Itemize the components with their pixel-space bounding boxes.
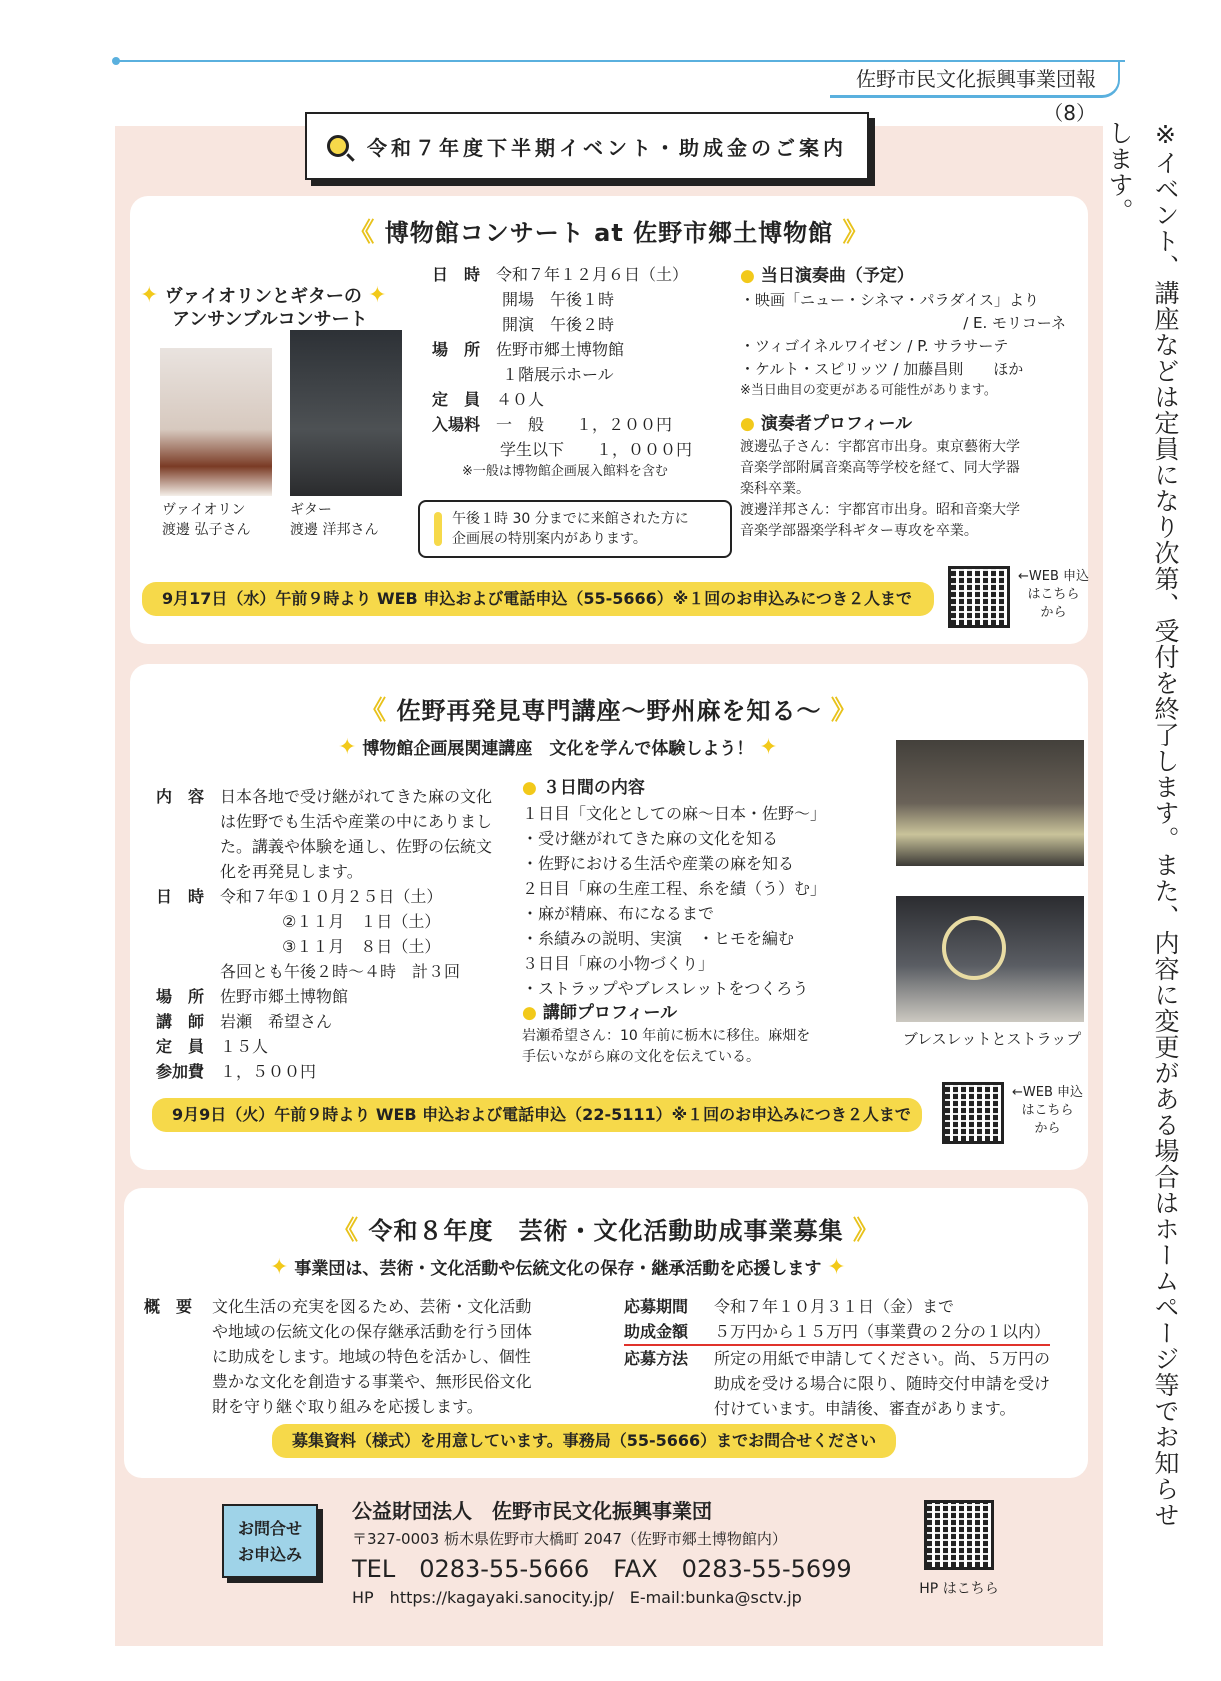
page-title-box — [305, 112, 869, 180]
concert-place-hall: １階展示ホール — [502, 365, 614, 384]
program-item: / E. モリコーネ — [963, 314, 1066, 332]
lecture-place: 佐野市郷土博物館 — [220, 987, 349, 1006]
day-item: ・佐野における生活や産業の麻を知る — [522, 854, 795, 873]
lecturer-label: 講 師 — [156, 1012, 205, 1031]
lecture-details — [156, 784, 516, 1084]
photo-caption: ブレスレットとストラップ — [902, 1030, 1082, 1048]
qr-caption: HP はこちら — [919, 1581, 999, 1597]
grant-title: 令和８年度 芸術・文化活動助成事業募集 — [368, 1217, 844, 1245]
capacity-label: 定 員 — [156, 1037, 205, 1056]
overview-line: や地域の伝統文化の保存継承活動を行う団体 — [212, 1322, 533, 1341]
concert-capacity: ４０人 — [496, 390, 545, 409]
publication-label: 佐野市民文化振興事業団報（8） — [830, 62, 1120, 98]
program-item: ・映画「ニュー・シネマ・パラダイス」より — [740, 291, 1039, 309]
profile-line: 渡邊洋邦さん：宇都宮市出身。昭和音楽大学 — [740, 502, 1020, 518]
contact-web-email[interactable]: HP https://kagayaki.sanocity.jp/ E-mail:bunka@sctv.jp — [352, 1588, 802, 1607]
content-label: 内 容 — [156, 787, 205, 806]
concert-start-time: 開演 午後２時 — [502, 315, 615, 334]
overview-line: 豊かな文化を創造する事業や、無形民俗文化 — [212, 1372, 532, 1391]
sparkle-icon: ✦ — [140, 283, 159, 308]
content-line: 化を再発見します。 — [220, 862, 363, 881]
lecture-date: ②１１月 １日（土） — [282, 912, 441, 931]
special-note-box — [418, 500, 732, 558]
lecture-time: 各回とも午後２時～４時 計３回 — [220, 962, 461, 981]
program-item: ・ケルト・スピリッツ / 加藤昌則 ほか — [740, 360, 1024, 378]
concert-fee-student: 学生以下 １，０００円 — [500, 440, 693, 459]
profile-line: 手伝いながら麻の文化を伝えている。 — [522, 1049, 760, 1065]
special-note-line1: 午後１時 30 分までに来館された方に — [452, 511, 689, 527]
magnifier-icon — [327, 135, 349, 157]
grant-subtitle — [270, 1254, 846, 1280]
chevron-left-icon: 《 — [332, 1216, 360, 1246]
concert-program — [740, 264, 1080, 542]
concert-fee-note: ※一般は博物館企画展入館料を含む — [462, 464, 668, 479]
day-item: ・受け継がれてきた麻の文化を知る — [522, 829, 779, 848]
bullet-icon: ● — [522, 778, 537, 798]
lecturer-profile-heading: 講師プロフィール — [542, 1003, 678, 1023]
grant-overview — [144, 1294, 564, 1419]
special-note-line2: 企画展の特別案内があります。 — [452, 531, 647, 547]
organization-name: 公益財団法人 佐野市民文化振興事業団 — [352, 1499, 712, 1523]
method-line: 所定の用紙で申請してください。尚、５万円の — [714, 1349, 1051, 1368]
amount-label: 助成金額 — [624, 1322, 689, 1341]
lecture-lecturer: 岩瀬 希望さん — [220, 1012, 333, 1031]
method-line: 助成を受ける場合に限り、随時交付申請を受け — [714, 1374, 1051, 1393]
content-line: 日本各地で受け継がれてきた麻の文化 — [220, 787, 493, 806]
performer-role: ヴァイオリン — [162, 502, 246, 518]
bracelet-shape — [942, 916, 1006, 980]
overview-line: に助成をします。地域の特色を活かし、個性 — [212, 1347, 531, 1366]
contact-label-line2: お申込み — [237, 1545, 302, 1564]
sparkle-icon: ✦ — [759, 735, 778, 760]
content-line: た。講義や体験を通し、佐野の伝統文 — [220, 837, 493, 856]
performer-name: 渡邊 洋邦さん — [290, 522, 379, 538]
guitarist-photo — [290, 330, 402, 496]
chevron-left-icon: 《 — [348, 218, 376, 248]
chevron-right-icon: 》 — [842, 218, 870, 248]
contact-label-line1: お問合せ — [237, 1519, 302, 1538]
date-label: 日 時 — [156, 887, 205, 906]
day-item: ・糸績みの説明、実演 ・ヒモを編む — [522, 929, 795, 948]
lecture-apply-band: 9月9日（火）午前９時より WEB 申込および電話申込（22-5111）※１回のお申込みにつき２人まで — [152, 1098, 922, 1132]
day-item: ２日目「麻の生産工程、糸を績（う）む」 — [522, 879, 827, 898]
period-label: 応募期間 — [624, 1297, 689, 1316]
bullet-icon: ● — [740, 414, 755, 434]
overview-line: 文化生活の充実を図るため、芸術・文化活動 — [212, 1297, 532, 1316]
lecture-date: ③１１月 ８日（土） — [282, 937, 441, 956]
grant-notice-band: 募集資料（様式）を用意しています。事務局（55-5666）までお問合せください — [272, 1424, 896, 1458]
lecture-web-qr-code[interactable] — [942, 1082, 1004, 1144]
web-note-line: から — [1040, 605, 1067, 620]
lecture-title: 佐野再発見専門講座～野州麻を知る～ — [396, 697, 822, 725]
sparkle-icon: ✦ — [827, 1255, 846, 1280]
overview-label: 概 要 — [144, 1297, 193, 1316]
grant-title-row — [124, 1210, 1088, 1247]
days-heading: ３日間の内容 — [542, 778, 645, 798]
concert-fee-general: 一 般 １，２００円 — [496, 415, 673, 434]
web-note-line: はこちら — [1021, 1103, 1074, 1118]
lecture-title-row — [130, 690, 1088, 727]
profile-line: 岩瀬希望さん：10 年前に栃木に移住。麻畑を — [522, 1028, 811, 1044]
violinist-caption — [162, 500, 250, 540]
profile-line: 渡邊弘子さん：宇都宮市出身。東京藝術大学 — [740, 439, 1020, 455]
place-label: 場 所 — [432, 340, 481, 359]
concert-open-time: 開場 午後１時 — [502, 290, 615, 309]
bullet-icon: ● — [522, 1003, 537, 1023]
organization-address: 〒327-0003 栃木県佐野市大橋町 2047（佐野市郷土博物館内） — [352, 1530, 787, 1548]
contact-tel-fax: TEL 0283-55-5666 FAX 0283-55-5699 — [352, 1555, 852, 1583]
program-heading: 当日演奏曲（予定） — [760, 266, 914, 286]
concert-subtitle-line2: アンサンブルコンサート — [172, 309, 368, 330]
lecture-fee: １，５００円 — [220, 1062, 317, 1081]
place-label: 場 所 — [156, 987, 205, 1006]
chevron-right-icon: 》 — [830, 696, 858, 726]
capacity-label: 定 員 — [432, 390, 481, 409]
performer-name: 渡邊 弘子さん — [162, 522, 251, 538]
bracelet-strap-photo — [896, 896, 1084, 1022]
grant-subtitle-text: 事業団は、芸術・文化活動や伝統文化の保存・継承活動を応援します — [294, 1259, 822, 1279]
concert-details — [432, 262, 722, 481]
lecture-capacity: １５人 — [220, 1037, 269, 1056]
header-rule-dot — [112, 57, 120, 65]
web-note-line: から — [1034, 1121, 1061, 1136]
concert-date: 令和７年１２月６日（土） — [496, 265, 689, 284]
lecture-web-note — [1012, 1084, 1083, 1138]
sparkle-icon: ✦ — [338, 735, 357, 760]
sparkle-icon: ✦ — [368, 283, 387, 308]
lecture-subtitle — [338, 734, 778, 760]
method-line: 付けています。申請後、審査があります。 — [714, 1399, 1016, 1418]
day-item: ・ストラップやブレスレットをつくろう — [522, 979, 809, 998]
homepage-qr-code[interactable] — [924, 1500, 994, 1570]
lecture-days — [522, 776, 842, 1068]
profile-line: 音楽学部附属音楽高等学校を経て、同大学器 — [740, 460, 1020, 476]
day-item: ・麻が精麻、布になるまで — [522, 904, 715, 923]
side-note: ※イベント、講座などは定員になり次第、受付を終了します。また、内容に変更がある場合はホームページ等でお知らせします。 — [1105, 120, 1180, 1528]
hemp-weaving-photo — [896, 740, 1084, 866]
contact-label-box — [222, 1504, 318, 1578]
grant-period: 令和７年１０月３１日（金）まで — [714, 1297, 955, 1316]
overview-line: 財を守り継ぐ取り組みを応援します。 — [212, 1397, 483, 1416]
program-item: ・ツィゴイネルワイゼン / P. サラサーテ — [740, 337, 1009, 355]
performer-role: ギター — [290, 502, 332, 518]
concert-title: 博物館コンサート at 佐野市郷土博物館 — [384, 219, 834, 247]
content-line: は佐野でも生活や産業の中にありまし — [220, 812, 493, 831]
violinist-photo — [160, 348, 272, 496]
grant-amount: ５万円から１５万円（事業費の２分の１以内） — [714, 1322, 1051, 1341]
fee-label: 参加費 — [156, 1062, 205, 1081]
note-marker — [434, 512, 442, 546]
fee-label: 入場料 — [432, 415, 481, 434]
chevron-left-icon: 《 — [360, 696, 388, 726]
profile-line: 楽科卒業。 — [740, 481, 810, 497]
day-item: １日目「文化としての麻～日本・佐野～」 — [522, 804, 827, 823]
concert-web-note — [1018, 568, 1089, 622]
concert-subtitle — [140, 284, 387, 331]
lecture-subtitle-text: 博物館企画展関連講座 文化を学んで体験しよう！ — [362, 739, 754, 759]
concert-subtitle-line1: ヴァイオリンとギターの — [164, 286, 362, 307]
date-label: 日 時 — [432, 265, 481, 284]
lecture-date: 令和７年①１０月２５日（土） — [220, 887, 443, 906]
concert-title-row — [130, 212, 1088, 249]
sparkle-icon: ✦ — [270, 1255, 289, 1280]
contact-info — [352, 1496, 892, 1610]
special-note-text — [452, 509, 689, 549]
chevron-right-icon: 》 — [852, 1216, 880, 1246]
day-item: ３日目「麻の小物づくり」 — [522, 954, 715, 973]
web-note-line: ←WEB 申込 — [1012, 1085, 1084, 1100]
concert-place: 佐野市郷土博物館 — [496, 340, 625, 359]
concert-web-qr-code[interactable] — [948, 566, 1010, 628]
method-label: 応募方法 — [624, 1349, 689, 1368]
guitarist-caption — [290, 500, 378, 540]
grant-terms — [624, 1294, 1064, 1421]
program-note: ※当日曲目の変更がある可能性があります。 — [740, 383, 997, 398]
web-note-line: ←WEB 申込 — [1018, 569, 1090, 584]
profile-heading: 演奏者プロフィール — [760, 414, 913, 434]
bullet-icon: ● — [740, 266, 755, 286]
web-note-line: はこちら — [1027, 587, 1080, 602]
page-title: 令和７年度下半期イベント・助成金のご案内 — [367, 135, 847, 160]
concert-apply-band: 9月17日（水）午前９時より WEB 申込および電話申込（55-5666）※１回のお申込みにつき２人まで — [142, 582, 934, 616]
profile-line: 音楽学部器楽学科ギター専攻を卒業。 — [740, 523, 978, 539]
